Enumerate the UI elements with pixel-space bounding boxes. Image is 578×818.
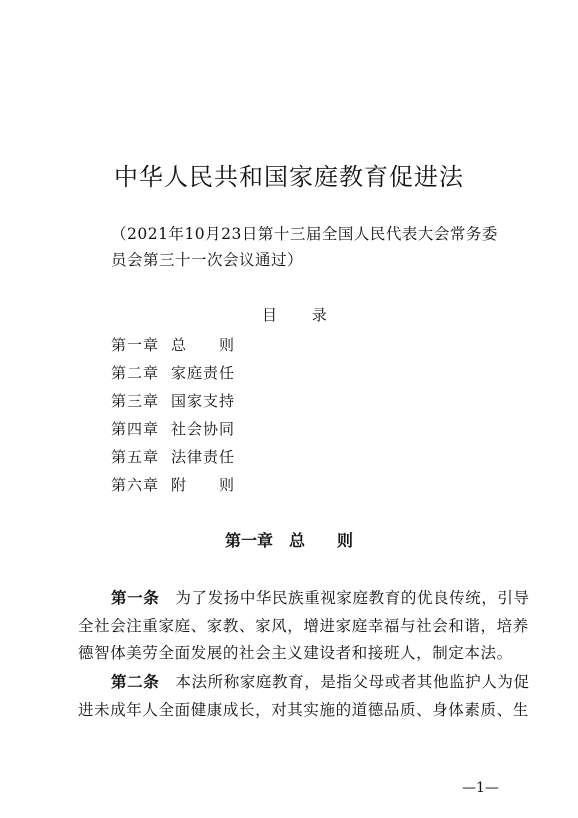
article-label: 第一条 — [111, 589, 160, 607]
toc-item-3 — [111, 390, 235, 411]
adoption-note-line-2: 员会第三十一次会议通过） — [111, 251, 304, 269]
toc-item-title: 社会协同 — [171, 420, 236, 438]
toc-item-2 — [111, 362, 235, 383]
article-text: 为了发扬中华民族重视家庭教育的优良传统，引导 — [175, 589, 530, 607]
article-1-line-3: 德智体美劳全面发展的社会主义建设者和接班人，制定本法。 — [78, 644, 513, 662]
toc-item-1 — [111, 334, 235, 355]
adoption-note-line-1: （2021年10月23日第十三届全国人民代表大会常务委 — [111, 225, 498, 243]
article-2-line-1 — [111, 670, 531, 692]
article-2-line-2: 进未成年人全面健康成长，对其实施的道德品质、身体素质、生 — [78, 701, 529, 719]
article-1-line-2: 全社会注重家庭、家教、家风，增进家庭幸福与社会和谐，培养 — [78, 617, 529, 635]
toc-item-title: 家庭责任 — [171, 364, 236, 382]
toc-heading: 目 录 — [262, 306, 327, 324]
toc-item-title: 附 则 — [171, 476, 236, 494]
toc-item-number: 第二章 — [111, 364, 160, 382]
toc-item-number: 第六章 — [111, 476, 160, 494]
article-label: 第二条 — [111, 673, 160, 691]
document-title: 中华人民共和国家庭教育促进法 — [114, 163, 464, 191]
toc-item-title: 总 则 — [171, 336, 236, 354]
toc-item-5 — [111, 446, 235, 467]
toc-item-6 — [111, 474, 235, 495]
toc-item-number: 第三章 — [111, 392, 160, 410]
toc-item-title: 国家支持 — [171, 392, 236, 410]
toc-item-4 — [111, 418, 235, 439]
page-number: —1— — [462, 780, 499, 796]
article-text: 本法所称家庭教育，是指父母或者其他监护人为促 — [175, 673, 530, 691]
toc-item-number: 第一章 — [111, 336, 160, 354]
toc-item-number: 第五章 — [111, 448, 160, 466]
chapter-heading: 第一章 总 则 — [224, 531, 353, 550]
toc-item-title: 法律责任 — [171, 448, 236, 466]
toc-item-number: 第四章 — [111, 420, 160, 438]
article-1-line-1 — [111, 586, 531, 608]
